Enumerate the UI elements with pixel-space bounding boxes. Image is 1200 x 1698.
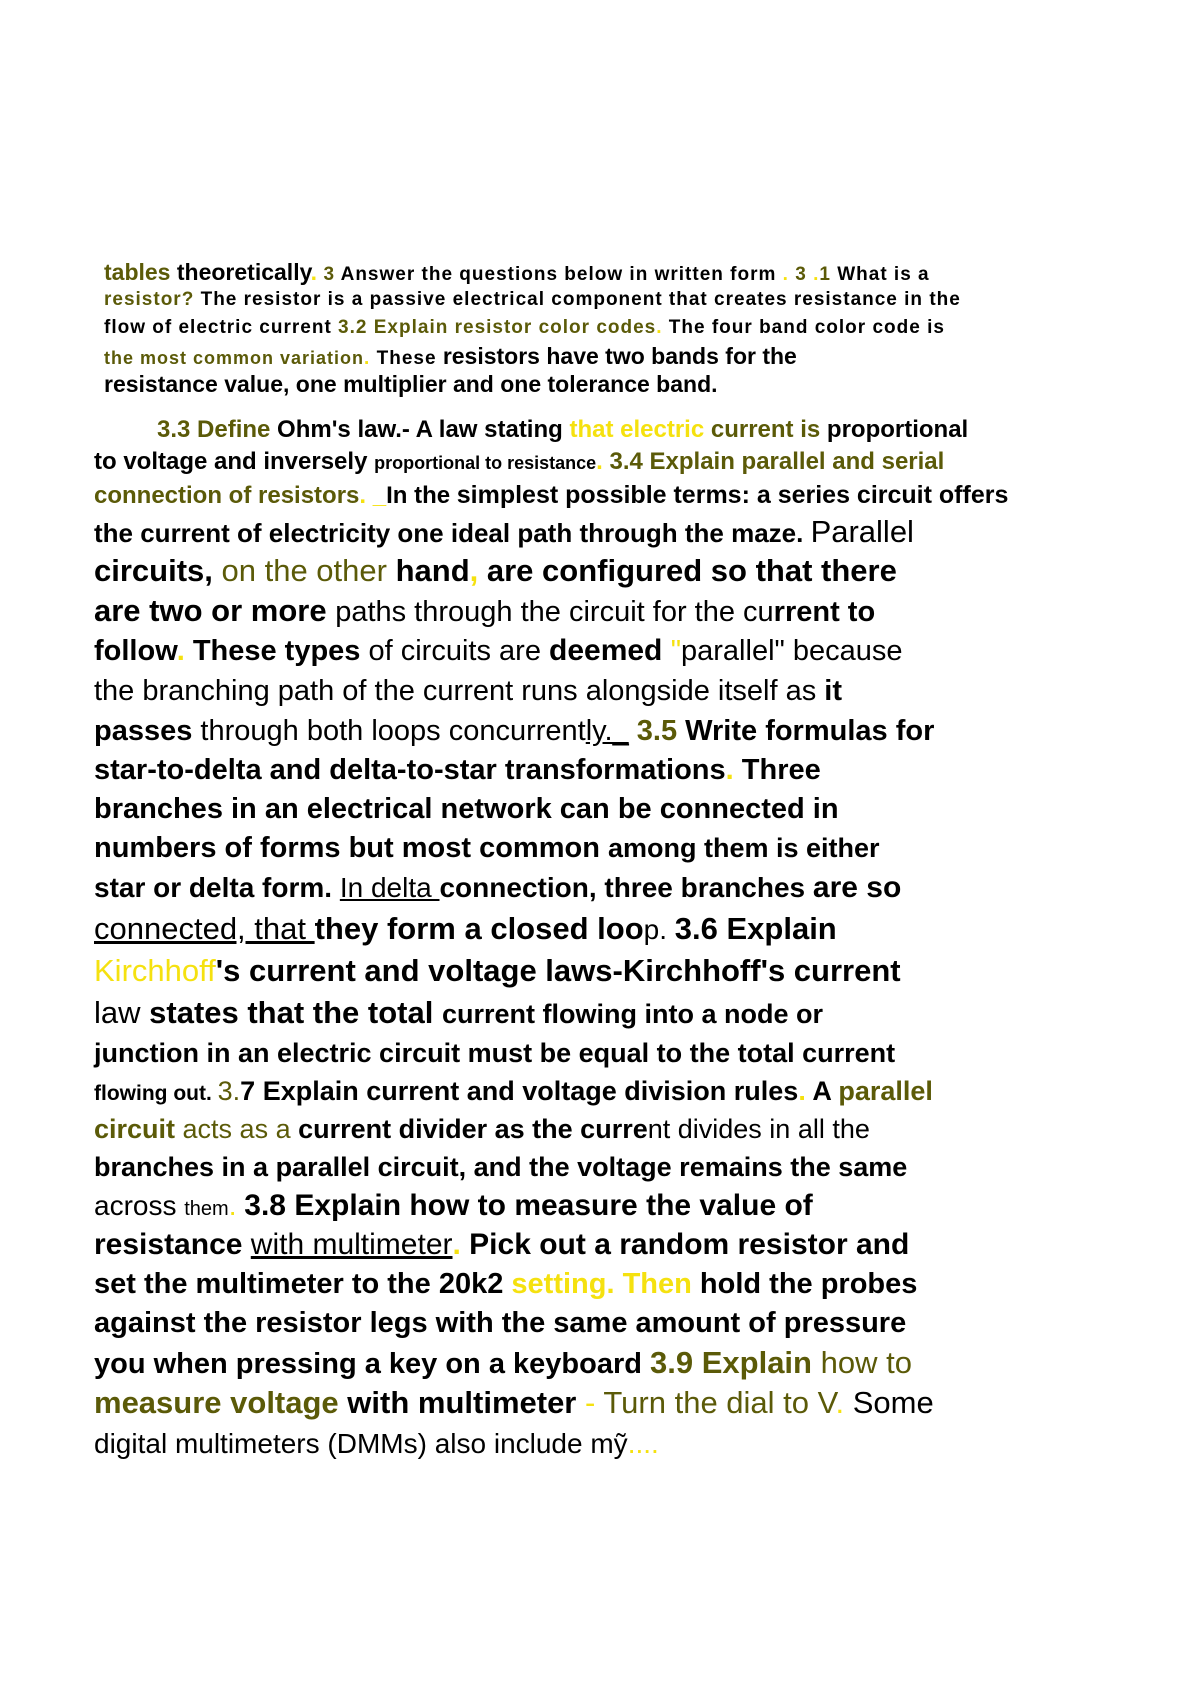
- text-run: current divider as the curre: [298, 1114, 648, 1144]
- text-line: [94, 868, 1104, 908]
- text-run: .: [452, 1228, 470, 1261]
- text-run: 3.: [217, 1076, 241, 1106]
- text-run: -: [576, 1385, 604, 1420]
- text-run: .: [596, 448, 610, 475]
- text-run: 3: [323, 264, 336, 285]
- text-line: [104, 258, 1024, 286]
- text-line: [94, 446, 1104, 478]
- text-run: 3: [795, 264, 807, 285]
- text-line: [94, 512, 1104, 551]
- text-run: as: [785, 675, 825, 707]
- text-line: [94, 1072, 1104, 1110]
- text-run: ,: [469, 553, 487, 588]
- text-run: Parallel: [810, 514, 914, 549]
- text-run: proportional to resistance: [374, 453, 597, 473]
- text-run: Three: [741, 754, 821, 786]
- text-run: Turn the dial to V: [603, 1385, 836, 1420]
- text-run: circuit: [94, 1114, 183, 1144]
- text-line: [104, 370, 1024, 398]
- text-run: are configured so that there: [486, 553, 897, 588]
- text-run: resistors: [258, 482, 360, 509]
- text-run: tables: [104, 259, 177, 285]
- text-run: are so: [812, 871, 902, 904]
- text-run: current is: [710, 416, 827, 443]
- text-run: .: [364, 348, 377, 369]
- text-run: ....: [627, 1428, 659, 1459]
- text-run: 3.2: [338, 317, 374, 338]
- text-line: [94, 908, 1104, 950]
- text-run: 's current and voltage laws-Kirchhoff's current: [215, 953, 901, 988]
- text-run: Write formulas for: [685, 715, 935, 747]
- text-run: set the multimeter to the 20k2: [94, 1268, 512, 1300]
- text-run: star-to-delta and delta-to-star transformations: [94, 754, 726, 786]
- text-line: [94, 1034, 1104, 1072]
- text-run: are two or more: [94, 593, 336, 628]
- text-run: them: [184, 1198, 229, 1220]
- text-line: [94, 711, 1104, 751]
- text-line: [94, 790, 1104, 829]
- text-line: [94, 414, 1104, 446]
- text-run: the current of electricity one ideal path through the maze.: [94, 518, 811, 548]
- text-run: a closed loo: [464, 911, 644, 946]
- text-run: .: [310, 259, 324, 285]
- text-run: What is a: [830, 264, 930, 285]
- text-run: hand: [395, 553, 470, 588]
- text-run: digital multimeters (DMMs) also include mỹ: [94, 1428, 628, 1459]
- text-run: how to: [820, 1345, 912, 1380]
- text-run: with multimeter: [250, 1228, 453, 1261]
- text-run: that electric: [569, 416, 711, 443]
- text-run: paths through the circuit for the cu: [335, 596, 774, 628]
- text-run: branches in an electrical network can be connected in: [94, 793, 839, 825]
- text-run: to voltage and inversely: [94, 448, 375, 475]
- text-run: A: [812, 1076, 839, 1106]
- text-run: These: [376, 348, 443, 369]
- text-run: flowing out.: [94, 1082, 218, 1105]
- text-run: on the other: [221, 553, 396, 588]
- text-run: ": [670, 635, 682, 667]
- text-run: .: [798, 1076, 813, 1106]
- text-run: . _: [359, 482, 387, 509]
- text-line: [94, 1382, 1104, 1424]
- text-run: setting. Then: [511, 1268, 700, 1300]
- text-run: resistors have two bands for the: [442, 343, 797, 369]
- text-line: [94, 992, 1104, 1034]
- text-run: .: [835, 1385, 853, 1420]
- text-line: [94, 591, 1104, 631]
- text-run: Some: [852, 1385, 934, 1420]
- text-run: .: [776, 264, 796, 285]
- text-run: of circuits are: [368, 635, 549, 667]
- text-run: Answer the questions below in written form: [335, 264, 777, 285]
- text-run: current flowing into a node or: [441, 999, 823, 1029]
- text-line: [94, 551, 1104, 591]
- text-line: [94, 751, 1104, 790]
- text-run: with multimeter: [347, 1385, 577, 1420]
- text-run: resistor?: [104, 289, 195, 310]
- text-line: [94, 1148, 1104, 1186]
- text-run: These types: [192, 635, 369, 667]
- text-run: The resistor is a passive electrical component that creates resistance in the: [194, 289, 961, 310]
- text-run: law: [94, 995, 150, 1030]
- text-run: connected, that: [94, 911, 315, 946]
- text-line: [94, 950, 1104, 992]
- text-run: rrent to: [773, 596, 876, 628]
- text-run: across: [94, 1190, 185, 1221]
- text-run: 3.8 Explain how to measure the value of: [244, 1189, 813, 1222]
- text-run: simplest possible terms: a series circuit offers: [456, 481, 1009, 509]
- text-line: [94, 829, 1104, 868]
- text-run: 3.5: [628, 715, 686, 747]
- text-line: [94, 631, 1104, 671]
- text-run: proportional: [826, 416, 969, 443]
- text-run: .: [176, 635, 193, 667]
- text-line: [104, 342, 1024, 370]
- text-run: it: [824, 675, 843, 707]
- text-run: they form: [314, 911, 465, 946]
- text-run: against the resistor legs with the same amount of pressure: [94, 1307, 907, 1339]
- text-run: Pick out a random resistor and: [469, 1228, 910, 1261]
- text-run: resistance: [94, 1228, 251, 1261]
- text-line: [94, 1110, 1104, 1148]
- text-run: connection, three branches: [439, 872, 813, 903]
- paragraph-main: [94, 414, 1104, 1464]
- text-run: 3.4 Explain parallel and serial: [609, 448, 945, 475]
- text-line: [94, 1304, 1104, 1343]
- text-run: In the: [386, 482, 457, 509]
- text-run: 3.3 Define: [157, 416, 278, 443]
- text-run: junction in an electric circuit must be equal to the total current: [94, 1038, 896, 1068]
- text-run: .: [725, 754, 742, 786]
- text-run: .: [806, 264, 820, 285]
- text-run: star or delta form.: [94, 872, 340, 903]
- text-run: theoretically: [176, 259, 311, 285]
- text-run: flow of electric current: [104, 317, 339, 338]
- text-run: 1: [819, 264, 831, 285]
- text-run: parallel" because: [681, 635, 903, 667]
- text-run: acts as a: [182, 1114, 299, 1144]
- text-run: the most common variation: [104, 348, 365, 368]
- text-run: numbers of forms but most common: [94, 832, 608, 864]
- text-line: [94, 1265, 1104, 1304]
- text-run: measure voltage: [94, 1385, 348, 1420]
- text-line: [94, 1343, 1104, 1382]
- text-run: resistance value, one multiplier and one tolerance band.: [104, 371, 718, 397]
- text-line: [94, 1424, 1104, 1464]
- text-run: 3.9 Explain: [650, 1345, 821, 1380]
- text-line: [94, 1186, 1104, 1225]
- text-run: 7 Explain current and voltage division rules: [240, 1076, 799, 1106]
- text-run: Kirchhoff: [94, 953, 216, 988]
- paragraph-intro: [104, 258, 1024, 398]
- text-run: ly._: [585, 715, 629, 747]
- text-run: through both loops concurrent: [200, 715, 586, 747]
- text-run: In delta: [339, 872, 440, 903]
- text-run: states that the total: [149, 995, 442, 1030]
- text-run: passes: [94, 715, 201, 747]
- text-run: branches in a parallel circuit, and the voltage remains the same: [94, 1152, 908, 1182]
- text-line: [94, 478, 1104, 512]
- text-run: among them is either: [607, 833, 880, 863]
- text-line: [94, 1225, 1104, 1265]
- text-run: Explain resistor color codes: [373, 317, 657, 338]
- text-run: circuits,: [94, 553, 222, 588]
- text-run: you when pressing a key on a keyboard: [94, 1348, 651, 1380]
- text-line: [104, 286, 1024, 314]
- text-run: Ohm's law.- A law stating: [277, 416, 570, 443]
- text-run: parallel: [838, 1076, 933, 1106]
- text-run: p.: [643, 914, 675, 945]
- text-line: [94, 671, 1104, 711]
- text-run: .: [228, 1190, 245, 1221]
- text-run: 3.6 Explain: [674, 911, 837, 946]
- text-run: connection of: [94, 482, 258, 509]
- text-line: [104, 314, 1024, 342]
- text-run: nt divides in all the: [647, 1114, 870, 1144]
- text-run: follow: [94, 635, 177, 667]
- text-run: hold the probes: [699, 1268, 918, 1300]
- text-run: deemed: [549, 634, 671, 667]
- text-run: The four band color code is: [668, 317, 945, 338]
- text-run: .: [656, 317, 669, 338]
- text-run: the branching path of the current runs alongside itself: [94, 675, 786, 707]
